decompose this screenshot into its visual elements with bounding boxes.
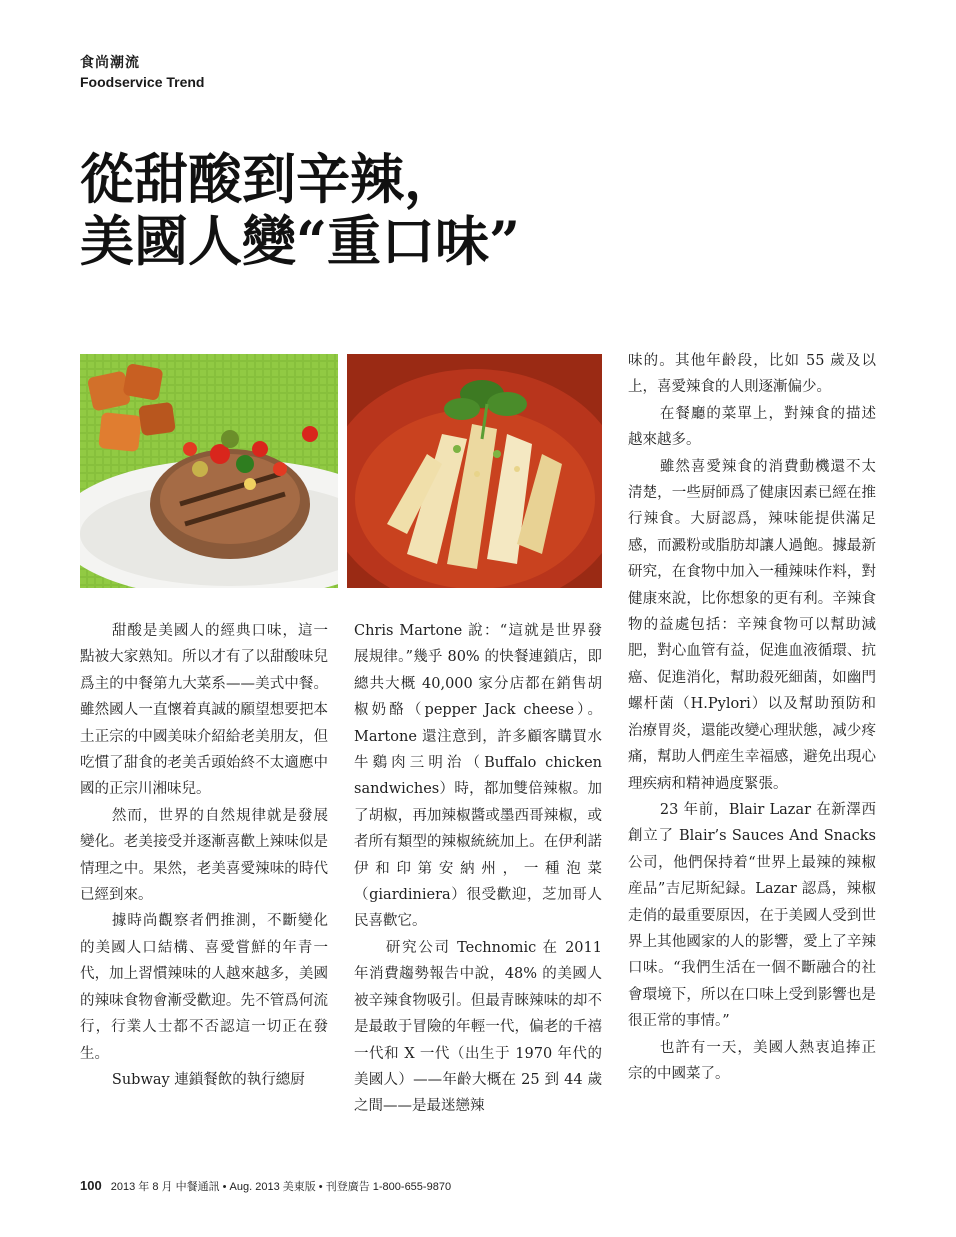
article-headline — [80, 148, 680, 272]
section-title-zh: 食尚潮流 — [80, 55, 140, 71]
article-column-3 — [628, 348, 876, 1087]
paragraph: 味的。其他年齡段，比如 55 歲及以上，喜愛辣食的人則逐漸偏少。 — [628, 353, 876, 396]
photo-chili-chicken — [347, 354, 602, 588]
paragraph: 23 年前，Blair Lazar 在新澤西創立了 Blair’s Sauces And Snacks 公司，他們保持着“世界上最辣的辣椒産品”吉尼斯紀録。Lazar 認爲，辣椒走俏的最重要原因，在于美國人受到世界上其他國家的人的影響，愛上了辛辣口味。“我們生活在一個不斷融合的社會環境下，所以在口味上受到影響也是很正常的事情。” — [628, 801, 876, 1030]
paragraph: 甜酸是美國人的經典口味，這一點被大家熟知。所以才有了以甜酸味兒爲主的中餐第九大菜系——美式中餐。雖然國人一直懷着真誠的願望想要把本土正宗的中國美味介紹給老美朋友，但吃慣了甜食的老美舌頭始終不太適應中國的正宗川湘味兒。 — [80, 623, 328, 798]
paragraph: 據時尚觀察者們推測，不斷變化的美國人口結構、喜愛嘗鮮的年青一代，加上習慣辣味的人越來越多，美國的辣味食物會漸受歡迎。先不管爲何流行，行業人士都不否認這一切正在發生。 — [80, 913, 328, 1062]
footer-publication-info: 2013 年 8 月 中餐通訊 • Aug. 2013 美東版 • 刊登廣告 1-800-655-9870 — [110, 1181, 452, 1193]
paragraph: Subway 連鎖餐飲的執行總厨 — [111, 1071, 305, 1088]
paragraph: 研究公司 Technomic 在 2011 年消費趨勢報告中說，48% 的美國人被辛辣食物吸引。但最青睞辣味的却不是最敢于冒險的年輕一代，偏老的千禧一代和 X 一代（出生于 1970 年代的美國人）——年齡大概在 25 到 44 歲之間——是最迷戀辣 — [354, 939, 602, 1115]
page-footer — [80, 1178, 451, 1194]
section-title-en: Foodservice Trend — [80, 74, 205, 90]
paragraph: 在餐廳的菜單上，對辣食的描述越來越多。 — [628, 405, 876, 449]
paragraph: Chris Martone 說：“這就是世界發展規律。”幾乎 80% 的快餐連鎖店，即總共大概 40,000 家分店都在銷售胡椒奶酪（pepper Jack cheese）。Martone 還注意到，許多顧客購買水牛鷄肉三明治（Buffalo chicken sandwiches）時，都加雙倍辣椒。加了胡椒，再加辣椒醬或墨西哥辣椒，或者所有類型的辣椒統統加上。在伊利諾伊和印第安納州，一種泡菜（giardiniera）很受歡迎，芝加哥人民喜歡它。 — [354, 623, 602, 930]
headline-line-1: 從甜酸到辛辣， — [80, 147, 458, 211]
paragraph: 也許有一天，美國人熱衷追捧正宗的中國菜了。 — [628, 1039, 876, 1082]
article-column-2 — [354, 618, 602, 1120]
chili-chicken-illustration — [347, 354, 602, 588]
article-column-1 — [80, 618, 328, 1093]
headline-line-2: 美國人變“重口味” — [80, 209, 521, 273]
pork-chop-illustration — [80, 354, 338, 588]
paragraph: 然而，世界的自然規律就是發展變化。老美接受并逐漸喜歡上辣味似是情理之中。果然，老美喜愛辣味的時代已經到來。 — [80, 807, 328, 904]
photo-pork-chop — [80, 354, 338, 588]
page-number: 100 — [80, 1178, 102, 1193]
paragraph: 雖然喜愛辣食的消費動機還不太清楚，一些厨師爲了健康因素已經在推行辣食。大厨認爲，辣味能提供滿足感，而澱粉或脂肪却讓人過飽。據最新研究，在食物中加入一種辣味作料，對健康來說，比你想象的更有利。辛辣食物的益處包括：辛辣食物可以幫助減肥，對心血管有益，促進血液循環、抗癌、促進消化，幫助殺死細菌，如幽門螺杆菌（H.Pylori）以及幫助預防和治療胃炎，還能改變心理狀態，减少疼痛，幫助人們産生幸福感，避免出現心理疾病和精神過度緊張。 — [628, 458, 876, 792]
